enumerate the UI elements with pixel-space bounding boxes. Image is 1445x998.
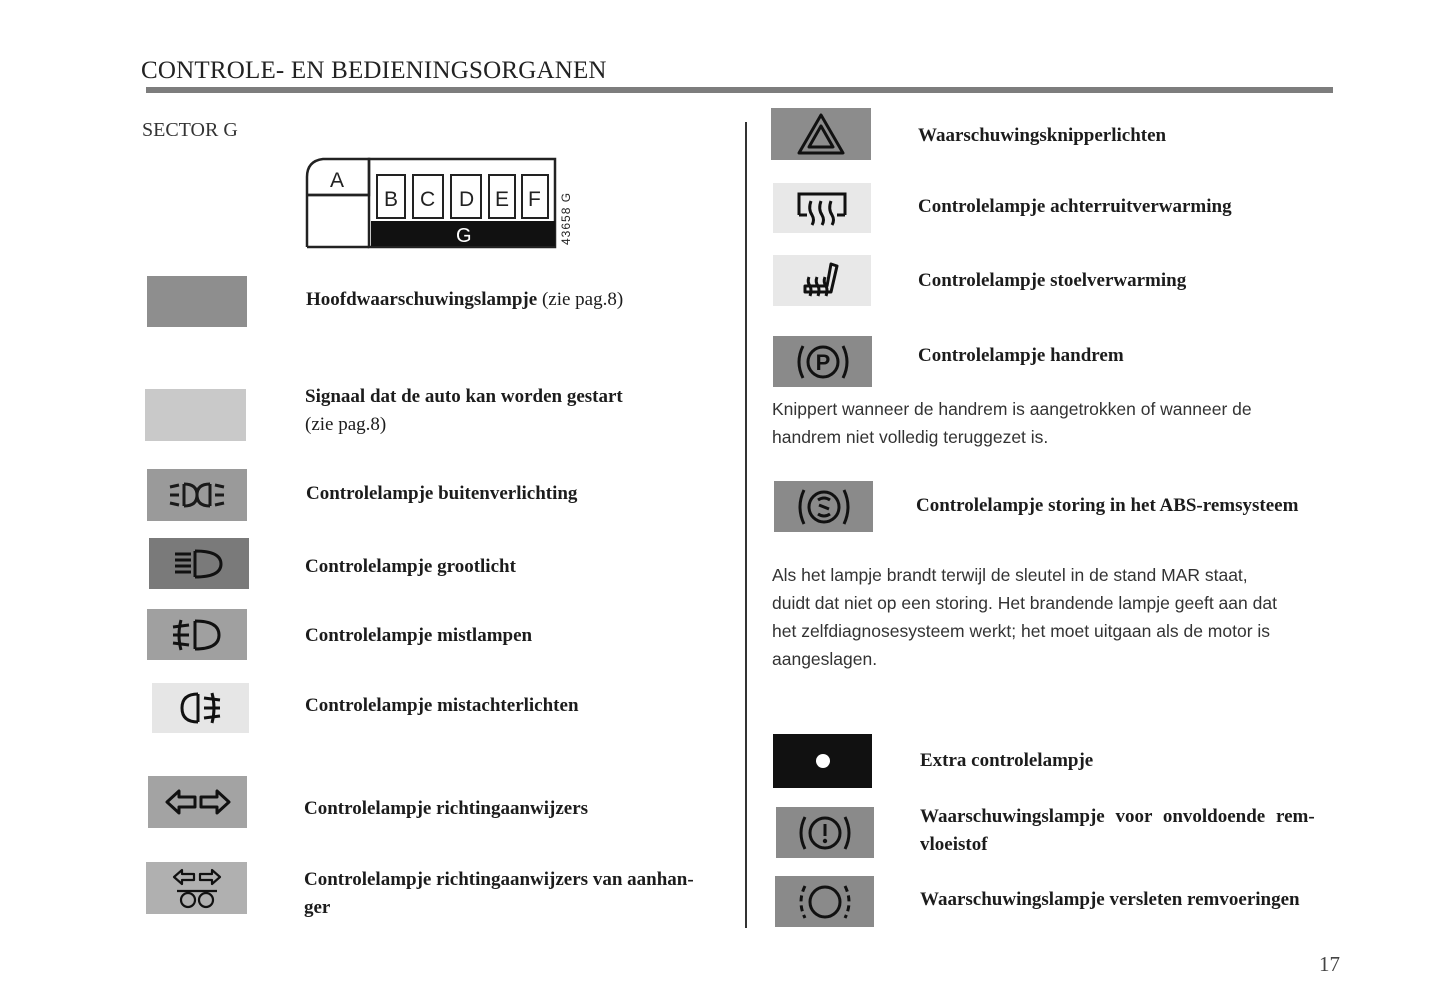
svg-text:P: P bbox=[815, 349, 830, 375]
rear-fog-icon bbox=[152, 683, 249, 733]
high-beam-icon bbox=[149, 538, 249, 589]
label-rear-window-heating: Controlelampje achterruitverwarming bbox=[918, 196, 1232, 217]
diagram-label-e: E bbox=[495, 188, 510, 211]
diagram-code: 43658 G bbox=[559, 191, 573, 245]
diagram-label-g: G bbox=[456, 225, 472, 247]
side-lights-icon bbox=[147, 469, 247, 521]
page-title: CONTROLE- EN BEDIENINGSORGANEN bbox=[141, 57, 607, 84]
title-rule bbox=[146, 87, 1333, 93]
diagram-label-f: F bbox=[528, 188, 541, 211]
sector-diagram bbox=[303, 155, 578, 251]
label-high-beam: Controlelampje grootlicht bbox=[305, 556, 516, 577]
diagram-label-c: C bbox=[420, 188, 436, 211]
start-signal-lamp bbox=[145, 389, 246, 441]
brake-fluid-icon bbox=[776, 807, 874, 858]
label-rear-fog: Controlelampje mistachterlichten bbox=[305, 695, 579, 716]
extra-warning-icon bbox=[773, 734, 872, 788]
turn-signal-icon bbox=[148, 776, 247, 828]
rear-window-heating-icon bbox=[773, 183, 871, 233]
label-brake-fluid: Waarschuwingslampje voor onvoldoende rem- vloeistof bbox=[920, 806, 1315, 855]
label-extra-warning: Extra controlelampje bbox=[920, 750, 1094, 771]
diagram-label-d: D bbox=[459, 188, 475, 211]
page-number: 17 bbox=[1319, 952, 1340, 976]
label-master-warning: Hoofdwaarschuwingslampje (zie pag.8) bbox=[306, 289, 624, 310]
hazard-warning-icon bbox=[771, 108, 871, 160]
brake-pad-wear-icon bbox=[775, 876, 874, 927]
label-start-signal: Signaal dat de auto kan worden gestart (zie pag.8) bbox=[305, 386, 623, 435]
label-abs-failure: Controlelampje storing in het ABS-remsysteem bbox=[916, 495, 1299, 516]
sector-heading: SECTOR G bbox=[142, 119, 238, 141]
abs-description: Als het lampje brandt terwijl de sleutel in de stand MAR staat, duidt dat niet op een storing. Het brandende lampje geeft aan dat het zelfdiagnosesysteem werkt; het moet uitgaan als de motor is aangeslagen. bbox=[772, 565, 1277, 669]
seat-heating-icon bbox=[773, 255, 871, 306]
front-fog-icon bbox=[147, 609, 247, 660]
label-brake-pad-wear: Waarschuwingslampje versleten remvoeringen bbox=[920, 889, 1300, 910]
label-side-lights: Controlelampje buitenverlichting bbox=[306, 483, 578, 504]
label-hazard-warning: Waarschuwingsknipperlichten bbox=[918, 125, 1167, 146]
diagram-label-a: A bbox=[330, 169, 345, 192]
trailer-turn-signal-icon bbox=[146, 862, 247, 914]
label-trailer-turn-signal: Controlelampje richtingaanwijzers van aanhan- ger bbox=[304, 869, 694, 918]
label-turn-signal: Controlelampje richtingaanwijzers bbox=[304, 798, 589, 819]
abs-failure-icon bbox=[774, 481, 873, 532]
label-front-fog: Controlelampje mistlampen bbox=[305, 625, 533, 646]
label-seat-heating: Controlelampje stoelverwarming bbox=[918, 270, 1187, 291]
handbrake-description: Knippert wanneer de handrem is aangetrokken of wanneer de handrem niet volledig teruggezet is. bbox=[772, 399, 1252, 447]
master-warning-lamp bbox=[147, 276, 247, 327]
label-handbrake: Controlelampje handrem bbox=[918, 345, 1124, 366]
diagram-label-b: B bbox=[384, 188, 399, 211]
column-divider bbox=[745, 122, 747, 928]
handbrake-icon bbox=[773, 336, 872, 387]
